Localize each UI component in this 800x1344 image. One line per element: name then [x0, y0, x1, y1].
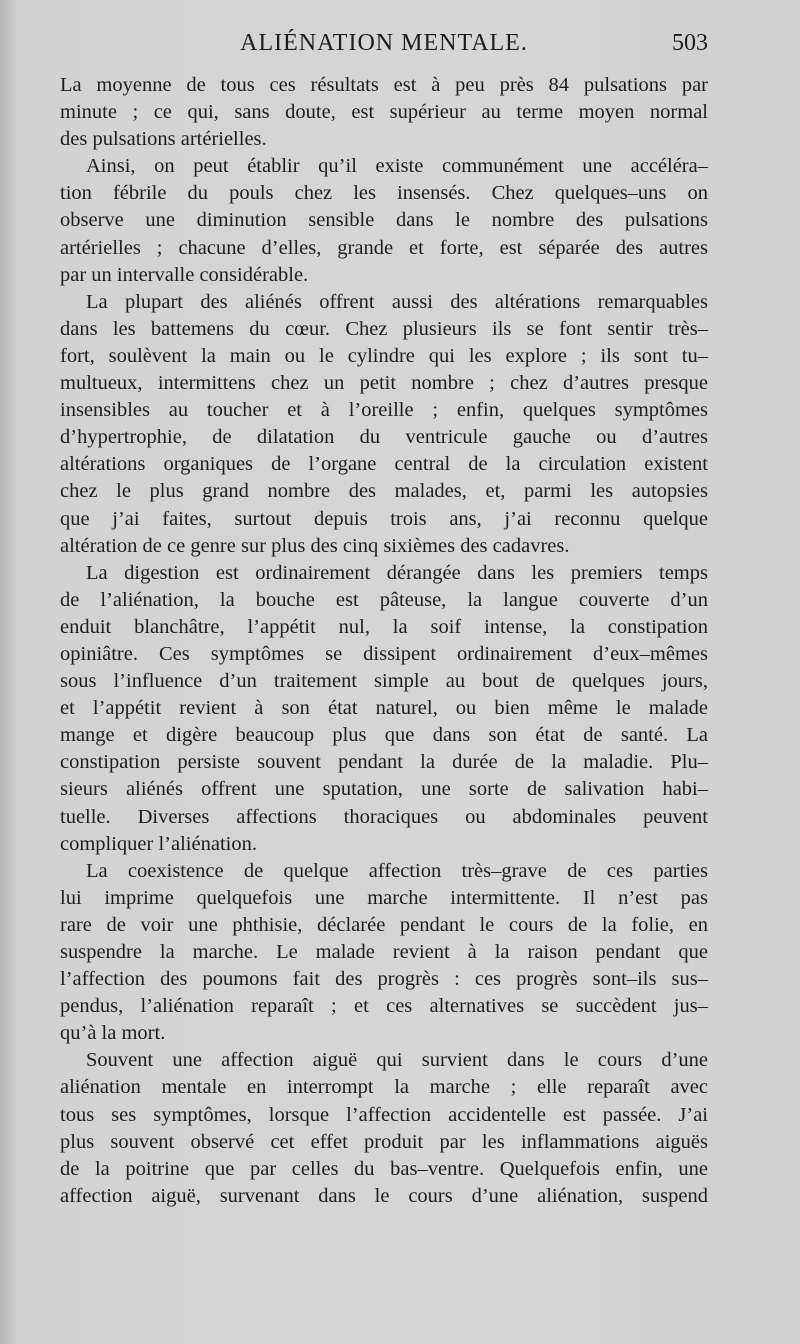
text-line: pendus, l’aliénation reparaît ; et ces alternatives se succèdent jus– — [60, 995, 708, 1018]
text-line: minute ; ce qui, sans doute, est supérieur au terme moyen normal — [60, 101, 708, 124]
text-line: multueux, intermittens chez un petit nombre ; chez d’autres presque — [60, 372, 708, 395]
text-line: des pulsations artérielles. — [60, 128, 267, 151]
text-line: Souvent une affection aiguë qui survient dans le cours d’une — [86, 1049, 708, 1072]
text-line: de la poitrine que par celles du bas–ventre. Quelquefois enfin, une — [60, 1157, 708, 1180]
text-line: La plupart des aliénés offrent aussi des altérations remarquables — [86, 290, 708, 313]
text-line: insensibles au toucher et à l’oreille ; enfin, quelques symptômes — [60, 399, 708, 422]
text-line: chez le plus grand nombre des malades, et, parmi les autopsies — [60, 480, 708, 503]
text-line: tion fébrile du pouls chez les insensés. Chez quelques–uns on — [60, 182, 708, 205]
text-line: rare de voir une phthisie, déclarée pendant le cours de la folie, en — [60, 913, 708, 936]
text-line: altérations organiques de l’organe central de la circulation existent — [60, 453, 708, 476]
page-number: 503 — [672, 30, 708, 56]
text-line: sous l’influence d’un traitement simple au bout de quelques jours, — [60, 670, 708, 693]
text-line: altération de ce genre sur plus des cinq sixièmes des cadavres. — [60, 534, 570, 557]
text-line: opiniâtre. Ces symptômes se dissipent ordinairement d’eux–mêmes — [60, 642, 708, 665]
text-line: sieurs aliénés offrent une sputation, une sorte de salivation habi– — [60, 778, 708, 801]
text-line: Ainsi, on peut établir qu’il existe communément une accéléra– — [86, 155, 708, 178]
text-line: fort, soulèvent la main ou le cylindre qui les explore ; ils sont tu– — [60, 344, 708, 367]
text-line: La digestion est ordinairement dérangée dans les premiers temps — [86, 561, 708, 584]
text-line: et l’appétit revient à son état naturel, ou bien même le malade — [60, 697, 708, 720]
text-line: qu’à la mort. — [60, 1022, 166, 1045]
text-line: observe une diminution sensible dans le nombre des pulsations — [60, 209, 708, 232]
text-line: La moyenne de tous ces résultats est à peu près 84 pulsations par — [60, 74, 708, 96]
text-line: aliénation mentale en interrompt la marche ; elle reparaît avec — [60, 1076, 708, 1099]
text-line: tuelle. Diverses affections thoraciques ou abdominales peuvent — [60, 805, 708, 828]
text-line: La coexistence de quelque affection très–grave de ces parties — [86, 859, 708, 882]
running-title: ALIÉNATION MENTALE. — [240, 30, 528, 56]
text-line: de l’aliénation, la bouche est pâteuse, la langue couverte d’un — [60, 588, 708, 611]
text-line: l’affection des poumons fait des progrès : ces progrès sont–ils sus– — [60, 968, 708, 991]
text-line: mange et digère beaucoup plus que dans son état de santé. La — [60, 724, 708, 747]
text-line: artérielles ; chacune d’elles, grande et forte, est séparée des autres — [60, 236, 708, 259]
text-line: dans les battemens du cœur. Chez plusieurs ils se font sentir très– — [60, 317, 708, 340]
text-line: tous ses symptômes, lorsque l’affection accidentelle est passée. J’ai — [60, 1103, 708, 1126]
page-header — [60, 30, 708, 64]
text-line: que j’ai faites, surtout depuis trois ans, j’ai reconnu quelque — [60, 507, 708, 530]
text-line: compliquer l’aliénation. — [60, 832, 257, 855]
text-line: plus souvent observé cet effet produit par les inflammations aiguës — [60, 1130, 708, 1153]
text-line: suspendre la marche. Le malade revient à la raison pendant que — [60, 941, 708, 963]
text-line: affection aiguë, survenant dans le cours d’une aliénation, suspend — [60, 1184, 708, 1207]
text-line: lui imprime quelquefois une marche intermittente. Il n’est pas — [60, 886, 708, 909]
text-line: enduit blanchâtre, l’appétit nul, la soif intense, la constipation — [60, 615, 708, 638]
body-text — [60, 72, 708, 1210]
text-line: par un intervalle considérable. — [60, 263, 309, 286]
text-line: d’hypertrophie, de dilatation du ventricule gauche ou d’autres — [60, 426, 708, 449]
text-line: constipation persiste souvent pendant la durée de la maladie. Plu– — [60, 751, 708, 774]
